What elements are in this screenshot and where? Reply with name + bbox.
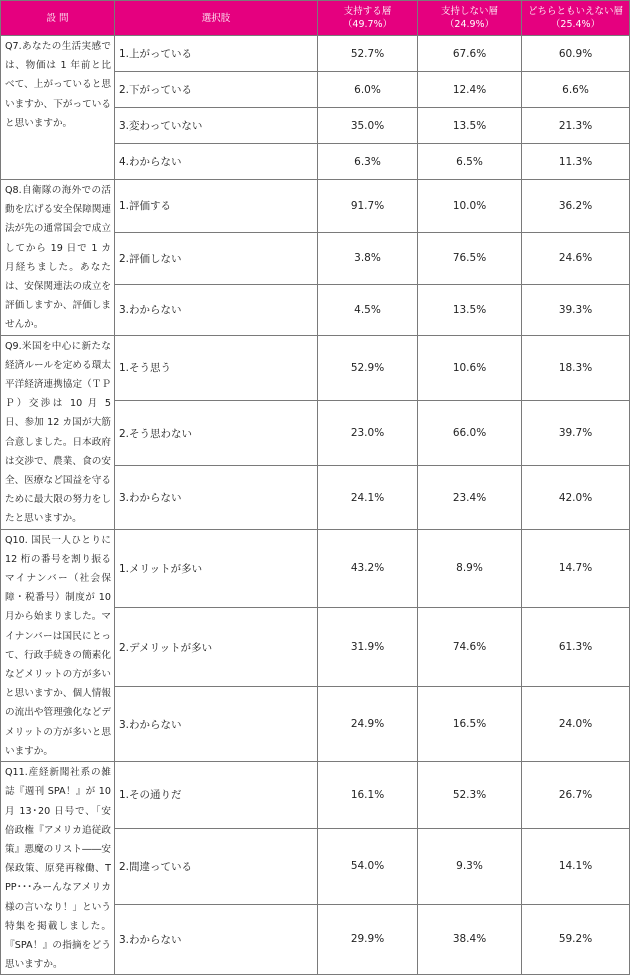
neither-value: 14.7% (522, 529, 630, 608)
support-value: 16.1% (318, 762, 418, 829)
option-cell: 1.その通りだ (115, 762, 318, 829)
header-nonsupport-label: 支持しない層 (440, 6, 498, 17)
neither-value: 21.3% (522, 108, 630, 144)
option-cell: 2.評価しない (115, 232, 318, 285)
option-cell: 1.上がっている (115, 36, 318, 72)
option-cell: 3.わからない (115, 285, 318, 336)
nonsupport-value: 23.4% (418, 466, 522, 529)
nonsupport-value: 67.6% (418, 36, 522, 72)
option-cell: 1.評価する (115, 180, 318, 233)
nonsupport-value: 38.4% (418, 904, 522, 975)
support-value: 52.9% (318, 335, 418, 400)
neither-value: 61.3% (522, 608, 630, 687)
support-value: 24.9% (318, 686, 418, 761)
neither-value: 24.6% (522, 232, 630, 285)
support-value: 52.7% (318, 36, 418, 72)
option-cell: 2.下がっている (115, 72, 318, 108)
question-q9: Q9.米国を中心に新たな経済ルールを定める環太平洋経済連携協定（ＴＰＰ）交渉は 10 月 5 日、参加 12 カ国が大筋合意しました。日本政府は交渉で、農業、食の安全、医療など国益を守るために最大限の努力をしたと思いますか。 (1, 335, 115, 529)
nonsupport-value: 16.5% (418, 686, 522, 761)
support-value: 24.1% (318, 466, 418, 529)
question-q7: Q7.あなたの生活実感では、物価は 1 年前と比べて、上がっていると思いますか、下がっていると思いますか。 (1, 36, 115, 180)
nonsupport-value: 74.6% (418, 608, 522, 687)
table-row (1, 36, 630, 72)
header-neither-share: （25.4%） (550, 19, 601, 30)
nonsupport-value: 10.0% (418, 180, 522, 233)
neither-value: 18.3% (522, 335, 630, 400)
nonsupport-value: 13.5% (418, 285, 522, 336)
neither-value: 11.3% (522, 144, 630, 180)
support-value: 23.0% (318, 401, 418, 466)
header-nonsupport (418, 1, 522, 36)
support-value: 31.9% (318, 608, 418, 687)
neither-value: 24.0% (522, 686, 630, 761)
nonsupport-value: 13.5% (418, 108, 522, 144)
header-options: 選択肢 (115, 1, 318, 36)
neither-value: 42.0% (522, 466, 630, 529)
table-body (1, 36, 630, 975)
nonsupport-value: 52.3% (418, 762, 522, 829)
table-row (1, 529, 630, 608)
neither-value: 14.1% (522, 828, 630, 904)
support-value: 54.0% (318, 828, 418, 904)
support-value: 91.7% (318, 180, 418, 233)
option-cell: 3.わからない (115, 904, 318, 975)
option-cell: 1.メリットが多い (115, 529, 318, 608)
header-neither (522, 1, 630, 36)
nonsupport-value: 9.3% (418, 828, 522, 904)
neither-value: 59.2% (522, 904, 630, 975)
table-row (1, 180, 630, 233)
option-cell: 3.わからない (115, 686, 318, 761)
option-cell: 3.変わっていない (115, 108, 318, 144)
option-cell: 3.わからない (115, 466, 318, 529)
support-value: 43.2% (318, 529, 418, 608)
support-value: 6.3% (318, 144, 418, 180)
header-support (318, 1, 418, 36)
option-cell: 2.そう思わない (115, 401, 318, 466)
neither-value: 39.3% (522, 285, 630, 336)
table-header (1, 1, 630, 36)
support-value: 35.0% (318, 108, 418, 144)
support-value: 4.5% (318, 285, 418, 336)
nonsupport-value: 66.0% (418, 401, 522, 466)
option-cell: 2.間違っている (115, 828, 318, 904)
neither-value: 39.7% (522, 401, 630, 466)
question-q10: Q10. 国民一人ひとりに 12 桁の番号を割り振るマイナンバー（社会保障・税番号）制度が 10 月から始まりました。マイナンバーは国民にとって、行政手続きの簡素化などメリットの方が多いと思いますか、個人情報の流出や管理強化などデメリットの方が多いと思いますか。 (1, 529, 115, 761)
support-value: 29.9% (318, 904, 418, 975)
nonsupport-value: 76.5% (418, 232, 522, 285)
support-value: 3.8% (318, 232, 418, 285)
header-question: 設 問 (1, 1, 115, 36)
option-cell: 4.わからない (115, 144, 318, 180)
header-nonsupport-share: （24.9%） (444, 19, 495, 30)
nonsupport-value: 10.6% (418, 335, 522, 400)
question-q11: Q11.産経新聞社系の雑誌『週刊 SPA！』が 10 月 13･20 日号で、「安倍政権『アメリカ追従政策』悪魔のリスト――安保政策、原発再稼働、TPP･･･みーんなアメリカ様の言いなり！」という特集を掲載しました。『SPA！』の指摘をどう思いますか。 (1, 762, 115, 975)
header-support-label: 支持する層 (343, 6, 392, 17)
question-q8: Q8.自衛隊の海外での活動を広げる安全保障関連法が先の通常国会で成立してから 19 日で 1 カ月経ちました。あなたは、安保関連法の成立を評価しますか、評価しませんか。 (1, 180, 115, 336)
header-neither-label: どちらともいえない層 (527, 6, 623, 17)
option-cell: 1.そう思う (115, 335, 318, 400)
table-row (1, 762, 630, 829)
option-cell: 2.デメリットが多い (115, 608, 318, 687)
nonsupport-value: 12.4% (418, 72, 522, 108)
nonsupport-value: 8.9% (418, 529, 522, 608)
header-support-share: （49.7%） (342, 19, 393, 30)
neither-value: 26.7% (522, 762, 630, 829)
neither-value: 60.9% (522, 36, 630, 72)
neither-value: 6.6% (522, 72, 630, 108)
nonsupport-value: 6.5% (418, 144, 522, 180)
header-row (1, 1, 630, 36)
neither-value: 36.2% (522, 180, 630, 233)
table-row (1, 335, 630, 400)
support-value: 6.0% (318, 72, 418, 108)
